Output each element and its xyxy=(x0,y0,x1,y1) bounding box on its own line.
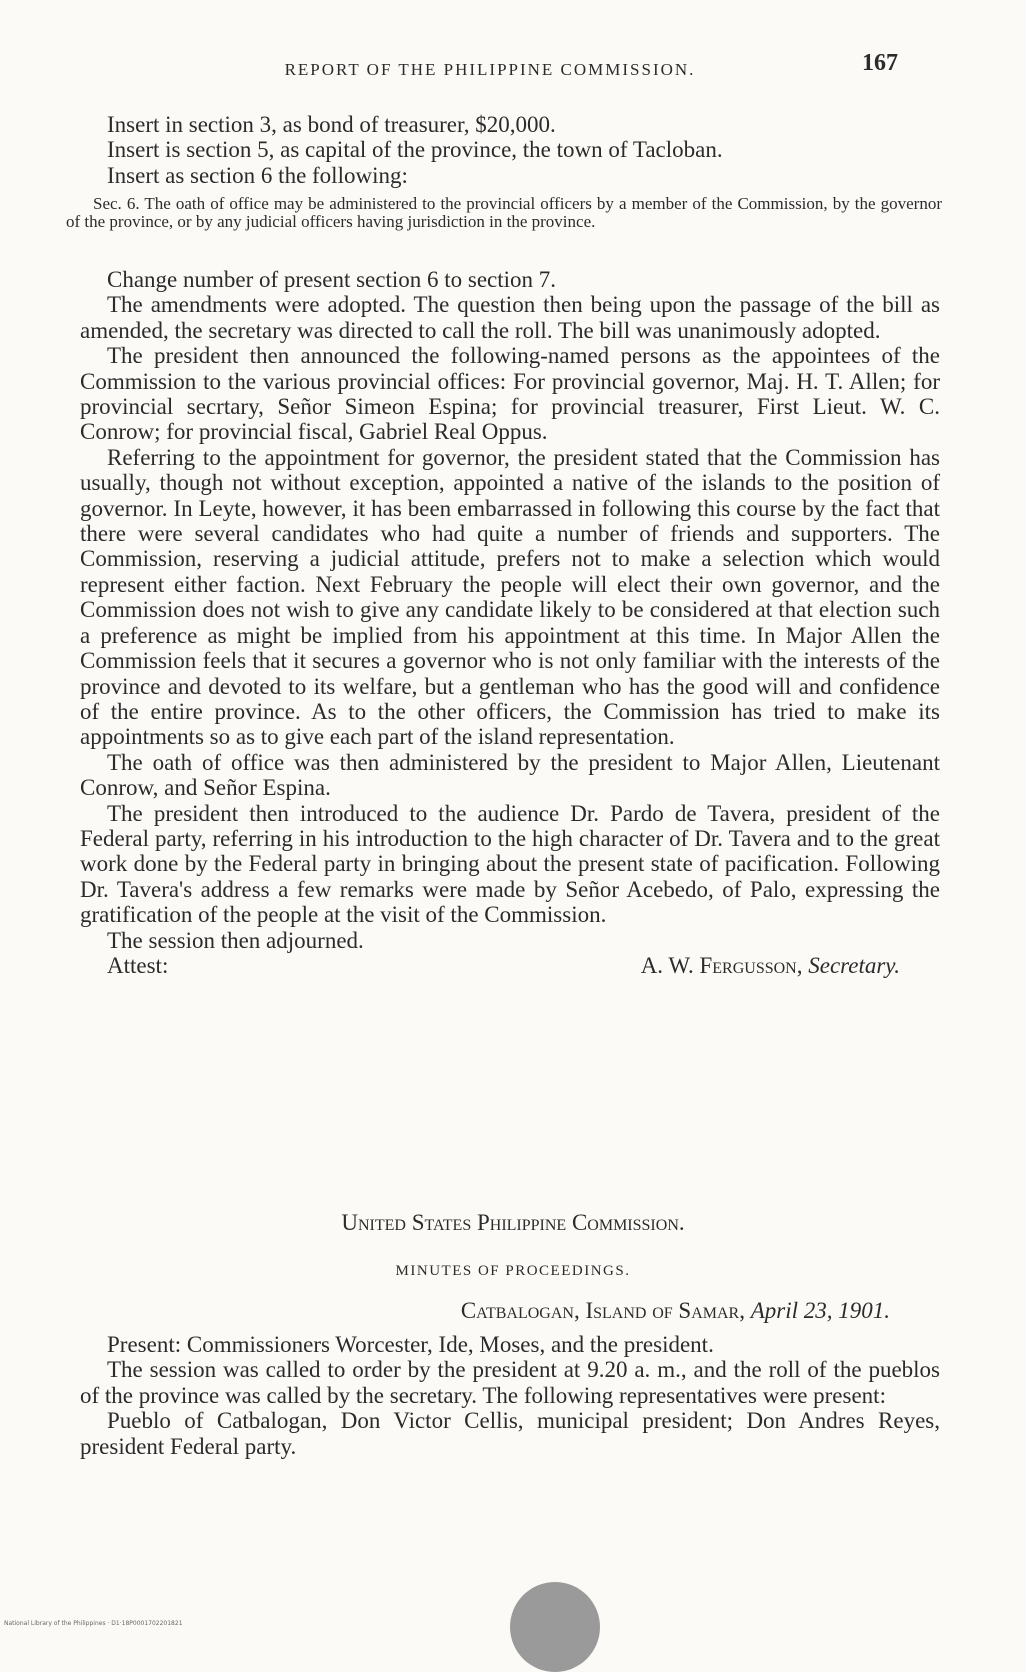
attest-title: Secretary. xyxy=(808,952,900,978)
scan-footer-note: National Library of the Philippines · D1·18P0001702201821 xyxy=(4,1620,183,1627)
paragraph: The amendments were adopted. The question then being upon the passage of the bill as amended, the secretary was directed to call the roll. The bill was unanimously adopted. xyxy=(80,292,940,343)
paragraph: The session then adjourned. xyxy=(107,927,364,953)
attest-line xyxy=(80,953,940,978)
scan-thumb-shadow xyxy=(510,1582,600,1672)
date: April 23, 1901. xyxy=(750,1298,890,1323)
section6-block xyxy=(66,195,942,231)
place: Catbalogan, Island of Samar, xyxy=(460,1298,745,1323)
minutes-paragraph: Pueblo of Catbalogan, Don Victor Cellis, municipal president; Don Andres Reyes, president Federal party. xyxy=(80,1408,940,1459)
paragraph: The president then introduced to the audience Dr. Pardo de Tavera, president of the Federal party, referring in his introduction to the high character of Dr. Tavera and to the great work done by the Federal party in bringing about the present state of pacification. Following Dr. Tavera's address a few remarks were made by Señor Acebedo, of Palo, expressing the gratification of the people at the visit of the Commission. xyxy=(80,800,940,928)
paragraph: Change number of present section 6 to section 7. xyxy=(107,267,557,292)
minutes-body xyxy=(80,1332,940,1459)
page-number: 167 xyxy=(862,50,898,76)
section6-text: Sec. 6. The oath of office may be administered to the provincial officers by a member of the Commission, by the governor of the province, or by any judicial officers having jurisdiction in the province. xyxy=(66,194,942,231)
running-title: REPORT OF THE PHILIPPINE COMMISSION. xyxy=(284,60,696,79)
paragraph: Referring to the appointment for governor, the president stated that the Commission has usually, though not without exception, appointed a native of the islands to the position of governor. In Leyte, however, it has been embarrassed in following this course by the fact that there were several candidates who had quite a number of friends and supporters. The Commission, reserving a judicial attitude, prefers not to make a selection which would represent either faction. Next February the people will elect their own governor, and the Commission does not wish to give any candidate likely to be considered at that election such a preference as might be implied from his appointment at this time. In Major Allen the Commission feels that it secures a governor who is not only familiar with the interests of the province and devoted to its welfare, but a gentleman who has the good will and confidence of the entire province. As to the other officers, the Commission has tried to make its appointments so as to give each part of the island representation. xyxy=(80,444,940,750)
minutes-paragraph: The session was called to order by the president at 9.20 a. m., and the roll of the pueblos of the province was called by the secretary. The following representatives were present: xyxy=(80,1357,940,1408)
commission-heading: United States Philippine Commission. xyxy=(341,1210,685,1235)
place-date-line xyxy=(80,1298,940,1323)
minutes-heading: MINUTES OF PROCEEDINGS. xyxy=(395,1263,631,1279)
body-text xyxy=(80,267,940,978)
minutes-paragraph: Present: Commissioners Worcester, Ide, Moses, and the president. xyxy=(107,1332,714,1357)
insert-line: Insert as section 6 the following: xyxy=(107,162,408,188)
insert-line: Insert in section 3, as bond of treasurer, $20,000. xyxy=(107,112,556,137)
inserts-block xyxy=(80,112,940,188)
paragraph: The oath of office was then administered by the president to Major Allen, Lieutenant Conrow, and Señor Espina. xyxy=(80,749,940,801)
attest-signer: A. W. Fergusson, xyxy=(640,952,803,978)
attest-label: Attest: xyxy=(107,952,169,978)
paragraph: The president then announced the following-named persons as the appointees of the Commission to the various provincial offices: For provincial governor, Maj. H. T. Allen; for provincial secrtary, Señor Simeon Espina; for provincial treasurer, First Lieut. W. C. Conrow; for provincial fiscal, Gabriel Real Oppus. xyxy=(80,343,940,445)
insert-line: Insert is section 5, as capital of the province, the town of Tacloban. xyxy=(107,137,723,163)
